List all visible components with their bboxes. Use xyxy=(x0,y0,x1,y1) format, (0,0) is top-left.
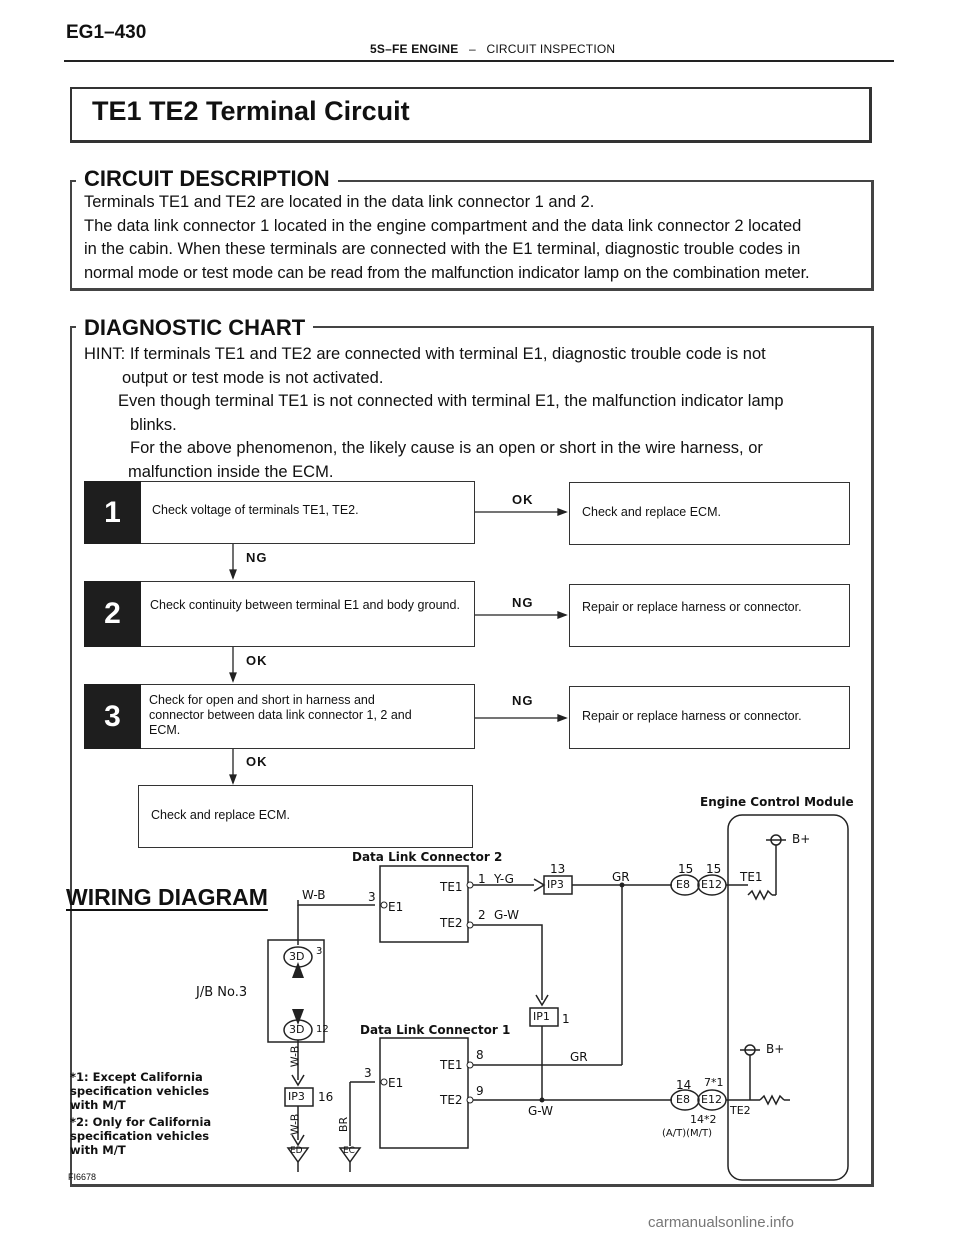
diagnostic-chart-heading: DIAGNOSTIC CHART xyxy=(76,315,313,341)
ecm-bplus-top: B+ xyxy=(792,832,811,846)
header-section: CIRCUIT INSPECTION xyxy=(486,42,616,56)
pin-7: 7*1 xyxy=(704,1076,724,1089)
pin-14: 14 xyxy=(676,1078,692,1092)
circuit-description-heading: CIRCUIT DESCRIPTION xyxy=(76,166,338,192)
note-1: *1: Except California specification vehicles with M/T xyxy=(70,1070,210,1112)
hint-line: malfunction inside the ECM. xyxy=(128,462,334,481)
ip1: IP1 xyxy=(533,1010,550,1023)
ip3-bottom: IP3 xyxy=(288,1090,305,1103)
hint-line: blinks. xyxy=(130,415,177,434)
pin-14b: 14*2 xyxy=(690,1113,717,1126)
step-2-branch-label: NG xyxy=(512,595,534,610)
circuit-description-line: The data link connector 1 located in the engine compartment and the data link connector 2 located xyxy=(84,216,802,235)
hint-line: For the above phenomenon, the likely cause is an open or short in the wire harness, or xyxy=(130,439,763,457)
ecm-te1: TE1 xyxy=(740,870,763,884)
ecm-te2: TE2 xyxy=(730,1104,751,1117)
wire-gr-top: GR xyxy=(612,870,630,884)
pin-15a: 15 xyxy=(678,862,694,876)
ecm-bplus-bottom: B+ xyxy=(766,1042,785,1056)
step-2-down-label: OK xyxy=(246,653,268,668)
step-1-number: 1 xyxy=(84,481,141,544)
step-2-number: 2 xyxy=(84,581,141,647)
pin-3-dlc2: 3 xyxy=(368,890,376,904)
e12-top: E12 xyxy=(701,878,722,891)
step-3-text: Check for open and short in harness and connector between data link connector 1, 2 and ECM. xyxy=(149,693,412,737)
e12-bottom: E12 xyxy=(701,1093,722,1106)
wire-yg: Y-G xyxy=(494,872,514,886)
ground-ed: ED xyxy=(290,1146,303,1156)
dlc2-e1: E1 xyxy=(388,900,404,914)
jb-3d-bottom: 3D xyxy=(289,1023,305,1036)
wire-gw-top: G-W xyxy=(494,908,520,922)
jb-3d-top: 3D xyxy=(289,950,305,963)
wire-gr-bottom: GR xyxy=(570,1050,588,1064)
header-engine: 5S–FE ENGINE xyxy=(370,42,459,56)
header-separator: – xyxy=(469,42,476,56)
ground-ec: EC xyxy=(343,1146,355,1156)
final-step-box: Check and replace ECM. xyxy=(138,785,473,848)
pin-15b: 15 xyxy=(706,862,722,876)
circuit-description-line: Terminals TE1 and TE2 are located in the data link connector 1 and 2. xyxy=(84,193,595,211)
pin-16: 16 xyxy=(318,1090,334,1104)
pin-13: 13 xyxy=(550,862,566,876)
step-3-result: Repair or replace harness or connector. xyxy=(569,686,850,749)
pin-1-ip1: 1 xyxy=(562,1012,570,1026)
dlc1-e1: E1 xyxy=(388,1076,404,1090)
circuit-description-line: in the cabin. When these terminals are connected with the E1 terminal, diagnostic trouble codes in xyxy=(84,240,801,258)
dlc2-te2: TE2 xyxy=(440,916,463,930)
step-1-text: Check voltage of terminals TE1, TE2. xyxy=(152,503,359,517)
wire-wb-top: W-B xyxy=(302,888,326,902)
hint-line: HINT: If terminals TE1 and TE2 are connected with terminal E1, diagnostic trouble code is not xyxy=(84,345,766,363)
dlc1-label: Data Link Connector 1 xyxy=(360,1023,511,1037)
page-number: EG1–430 xyxy=(66,22,147,43)
step-3-number: 3 xyxy=(84,684,141,749)
jb-pin-3: 3 xyxy=(316,946,323,957)
e8-bottom: E8 xyxy=(676,1093,690,1106)
step-3-down-label: OK xyxy=(246,754,268,769)
figure-id: FI6678 xyxy=(68,1172,97,1182)
watermark: carmanualsonline.info xyxy=(648,1214,794,1231)
ecm-label: Engine Control Module xyxy=(700,795,854,809)
pin-9: 9 xyxy=(476,1084,484,1098)
dlc1-te1: TE1 xyxy=(440,1058,463,1072)
wire-br: BR xyxy=(337,1116,351,1133)
dlc2-label: Data Link Connector 2 xyxy=(352,850,503,864)
circuit-description-line: normal mode or test mode can be read from the malfunction indicator lamp on the combination meter. xyxy=(84,263,810,282)
hint-line: output or test mode is not activated. xyxy=(122,368,384,387)
wire-wb-bottom: W-B xyxy=(288,1113,302,1136)
step-1-down-label: NG xyxy=(246,550,268,565)
wire-wb-mid: W-B xyxy=(288,1045,302,1068)
step-1-branch-label: OK xyxy=(512,492,534,507)
jb-pin-12: 12 xyxy=(316,1024,329,1035)
ip3-top: IP3 xyxy=(547,878,564,891)
e8-top: E8 xyxy=(676,878,690,891)
step-2-text: Check continuity between terminal E1 and body ground. xyxy=(150,598,460,612)
step-1-result: Check and replace ECM. xyxy=(569,482,850,545)
wire-gw-bottom: G-W xyxy=(528,1104,554,1118)
pin-3-dlc1: 3 xyxy=(364,1066,372,1080)
wiring-diagram-heading: WIRING DIAGRAM xyxy=(66,884,268,910)
hint-line: Even though terminal TE1 is not connected with terminal E1, the malfunction indicator lamp xyxy=(118,392,784,410)
jb-label: J/B No.3 xyxy=(196,985,248,1000)
step-2-result: Repair or replace harness or connector. xyxy=(569,584,850,647)
step-3-branch-label: NG xyxy=(512,693,534,708)
page-title: TE1 TE2 Terminal Circuit xyxy=(92,96,410,126)
at-mt-label: (A/T)(M/T) xyxy=(662,1128,713,1139)
pin-1-dlc2: 1 xyxy=(478,872,486,886)
dlc1-te2: TE2 xyxy=(440,1093,463,1107)
pin-2-dlc2: 2 xyxy=(478,908,486,922)
dlc2-te1: TE1 xyxy=(440,880,463,894)
pin-8: 8 xyxy=(476,1048,484,1062)
note-2: *2: Only for California specification vehicles with M/T xyxy=(70,1115,212,1157)
